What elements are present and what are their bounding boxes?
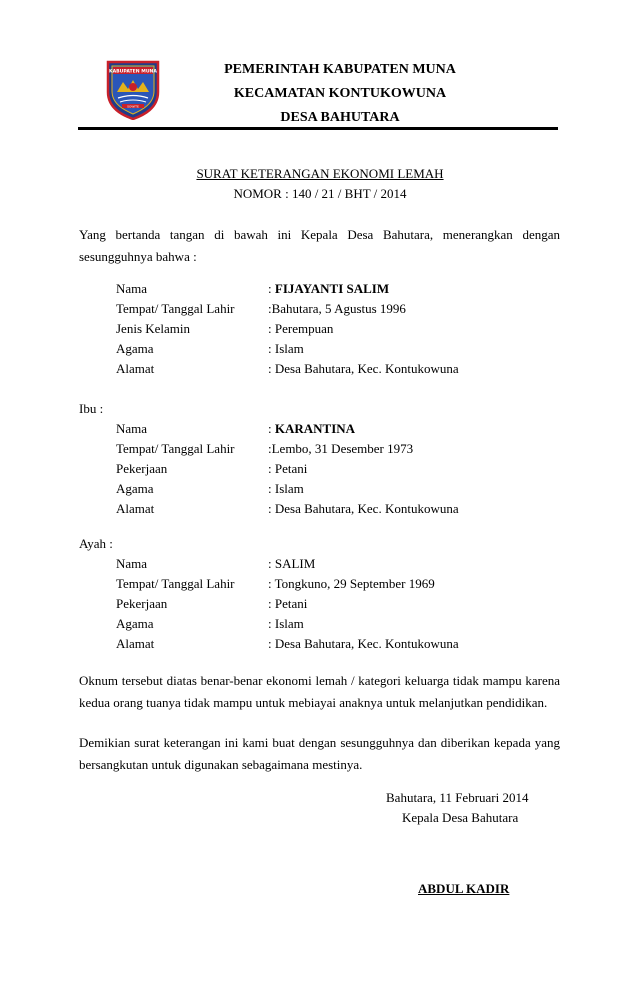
intro-line-2: sesungguhnya bahwa :	[79, 249, 197, 264]
field-value: : FIJAYANTI SALIM	[268, 281, 390, 296]
intro-line-1: Yang bertanda tangan di bawah ini Kepala Desa Bahutara, menerangkan dengan	[79, 227, 560, 242]
field-value: : Islam	[268, 341, 304, 356]
field-label: Nama	[116, 281, 148, 296]
intro-paragraph	[79, 224, 560, 268]
svg-text:SOWITE: SOWITE	[127, 104, 139, 109]
closing-paragraph	[79, 732, 560, 776]
closing-line-1: Demikian surat keterangan ini kami buat dengan sesungguhnya dan diberikan kepada yang	[79, 735, 560, 750]
field-value: : Petani	[268, 461, 308, 476]
field-label: Jenis Kelamin	[116, 321, 191, 336]
statement-paragraph	[79, 670, 560, 714]
header-village: DESA BAHUTARA	[280, 110, 400, 125]
statement-line-2: kedua orang tuanya tidak mampu untuk mebiayai anaknya untuk melanjutkan pendidikan.	[79, 695, 548, 710]
svg-text:KABUPATEN MUNA: KABUPATEN MUNA	[109, 69, 157, 75]
field-value: : SALIM	[268, 556, 316, 571]
header-government: PEMERINTAH KABUPATEN MUNA	[224, 62, 456, 77]
field-value: : KARANTINA	[268, 421, 356, 436]
field-value: :Bahutara, 5 Agustus 1996	[268, 301, 406, 316]
field-label: Pekerjaan	[116, 461, 168, 476]
document-number: NOMOR : 140 / 21 / BHT / 2014	[233, 186, 407, 201]
field-label: Agama	[116, 481, 154, 496]
field-label: Agama	[116, 616, 154, 631]
signature-position: Kepala Desa Bahutara	[402, 810, 519, 825]
field-label: Agama	[116, 341, 154, 356]
muna-regency-emblem-icon	[104, 58, 162, 120]
field-label: Pekerjaan	[116, 596, 168, 611]
signatory-name: ABDUL KADIR	[418, 881, 510, 896]
field-label: Tempat/ Tanggal Lahir	[116, 301, 235, 316]
field-value: : Tongkuno, 29 September 1969	[268, 576, 435, 591]
mother-heading: Ibu :	[79, 401, 104, 416]
field-value: : Islam	[268, 481, 304, 496]
field-value: : Desa Bahutara, Kec. Kontukowuna	[268, 361, 459, 376]
closing-line-2: bersangkutan untuk digunakan sebagaimana mestinya.	[79, 757, 363, 772]
field-label: Nama	[116, 556, 148, 571]
field-label: Alamat	[116, 501, 155, 516]
header-divider	[78, 127, 558, 130]
field-value: : Desa Bahutara, Kec. Kontukowuna	[268, 636, 459, 651]
field-label: Nama	[116, 421, 148, 436]
field-value: :Lembo, 31 Desember 1973	[268, 441, 414, 456]
header-district: KECAMATAN KONTUKOWUNA	[233, 86, 447, 101]
field-value: : Islam	[268, 616, 304, 631]
father-heading: Ayah :	[79, 536, 113, 551]
document-title: SURAT KETERANGAN EKONOMI LEMAH	[196, 166, 444, 181]
field-value: : Desa Bahutara, Kec. Kontukowuna	[268, 501, 459, 516]
field-label: Tempat/ Tanggal Lahir	[116, 576, 235, 591]
field-label: Alamat	[116, 636, 155, 651]
field-value: : Perempuan	[268, 321, 334, 336]
field-value: : Petani	[268, 596, 308, 611]
statement-line-1: Oknum tersebut diatas benar-benar ekonomi lemah / kategori keluarga tidak mampu karena	[79, 673, 560, 688]
field-label: Tempat/ Tanggal Lahir	[116, 441, 235, 456]
signature-place-date: Bahutara, 11 Februari 2014	[386, 790, 529, 805]
field-label: Alamat	[116, 361, 155, 376]
